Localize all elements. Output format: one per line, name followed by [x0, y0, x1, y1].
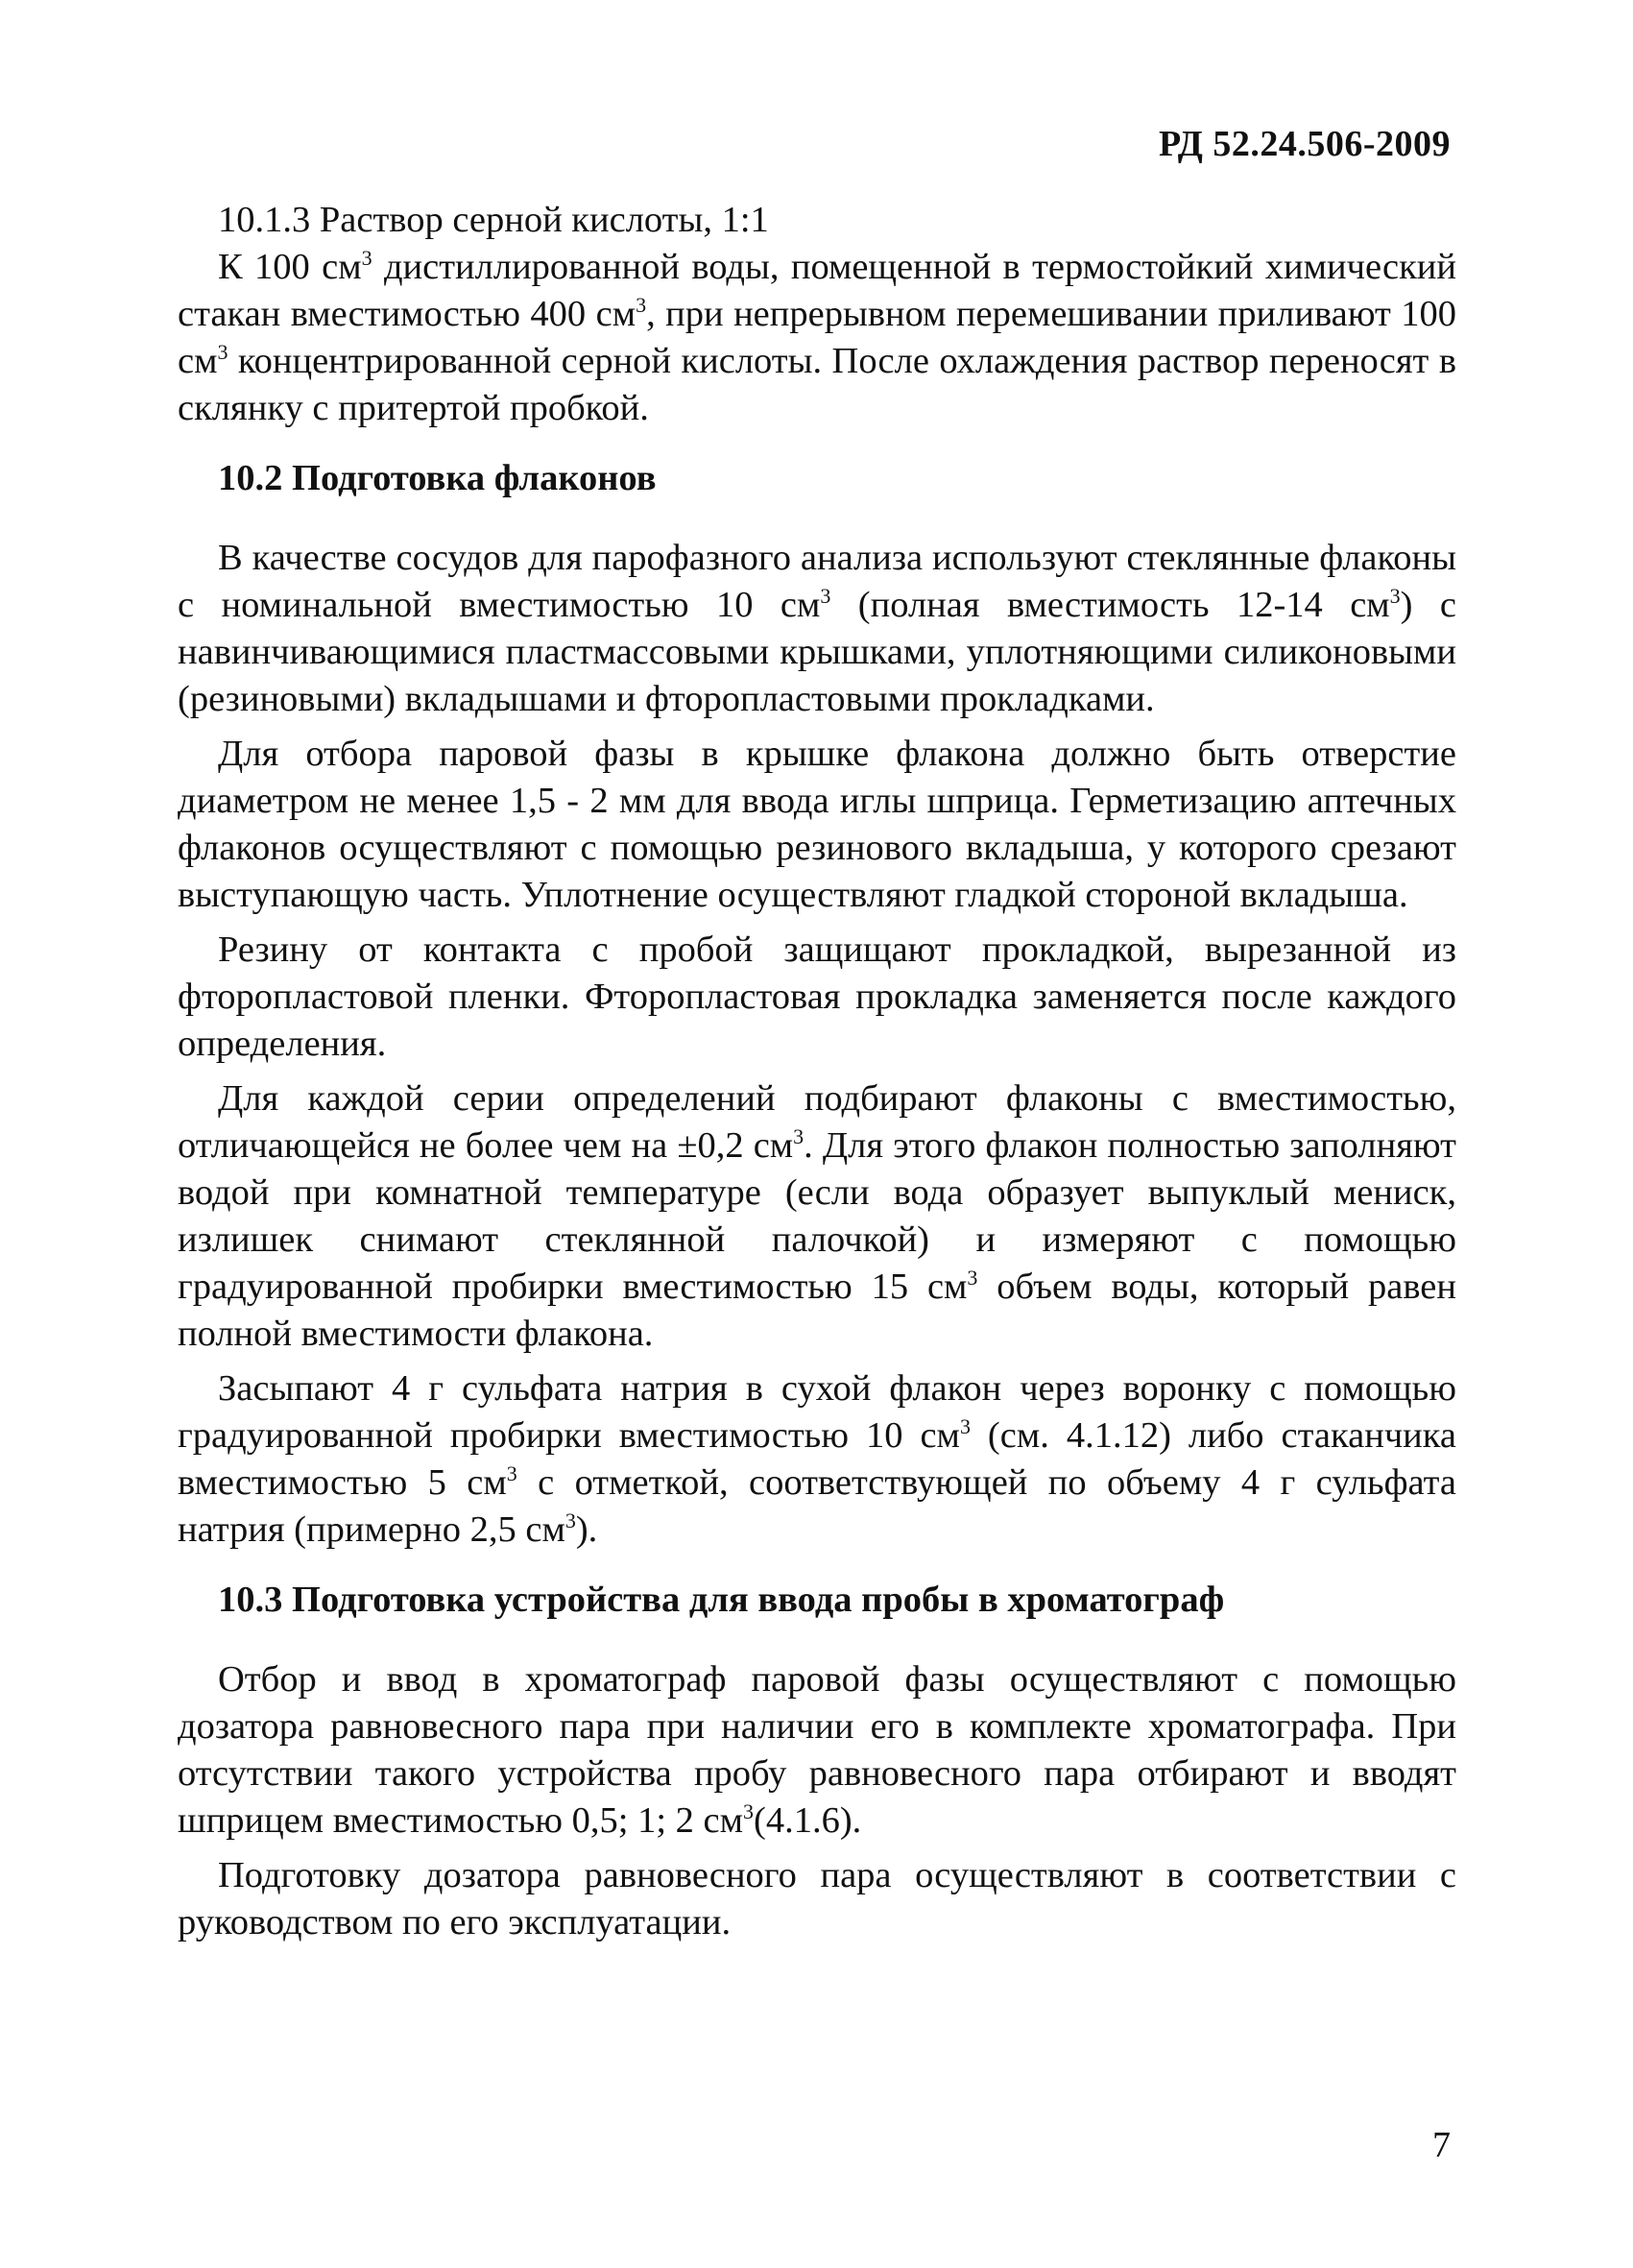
paragraph-vial-cap-hole: Для отбора паровой фазы в крышке флакона должно быть отверстие диаметром не менее 1,5 - 2 мм для ввода иглы шприца. Герметизацию аптечных флаконов осуществляют с помощью резинового вкладыша, у которого срезают выступающую часть. Уплотнение осуществляют гладкой стороной вкладыша. — [178, 734, 1456, 915]
paragraph-rubber-protection: Резину от контакта с пробой защищают прокладкой, вырезанной из фторопластовой пленки. Фторопластовая прокладка заменяется после каждого определения. — [178, 929, 1456, 1064]
page-content — [178, 197, 1456, 1946]
page-number: 7 — [1432, 2125, 1451, 2165]
subsection-title-10-1-3: 10.1.3 Раствор серной кислоты, 1:1 — [218, 200, 769, 240]
paragraph-vial-selection: Для каждой серии определений подбирают флаконы с вместимостью, отличающейся не более чем на ±0,2 $см^3$. Для этого флакон полностью заполняют водой при комнатной температуре (если вода образует выпуклый мениск, излишек снимают стеклянной палочкой) и измеряют с помощью градуированной пробирки вместимостью 15 $см^3$ объем воды, который равен полной вместимости флакона. — [178, 1078, 1456, 1354]
paragraph-sulfuric-acid-preparation: К 100 $см^3$ дистиллированной воды, помещенной в термостойкий химический стакан вместимостью 400 $см^3$, при непрерывном перемешивании приливают 100 $см^3$ концентрированной серной кислоты. После охлаждения раствор переносят в склянку с притертой пробкой. — [178, 246, 1456, 428]
paragraph-vials-description: В качестве сосудов для парофазного анализа используют стеклянные флаконы с номинальной вместимостью 10 $см^3$ (полная вместимость 12-14 $см^3$) с навинчивающимися пластмассовыми крышками, уплотняющими силиконовыми (резиновыми) вкладышами и фторопластовыми прокладками. — [178, 538, 1456, 719]
document-code: РД 52.24.506-2009 — [1159, 124, 1451, 164]
paragraph-sodium-sulfate: Засыпают 4 г сульфата натрия в сухой флакон через воронку с помощью градуированной пробирки вместимостью 10 $см^3$ (см. 4.1.12) либо стаканчика вместимостью 5 $см^3$ с отметкой, соответствующей по объему 4 г сульфата натрия (примерно 2,5 $см^3$). — [178, 1368, 1456, 1550]
section-heading-10-2: 10.2 Подготовка флаконов — [218, 458, 657, 498]
section-heading-10-3: 10.3 Подготовка устройства для ввода пробы в хроматограф — [218, 1580, 1225, 1620]
paragraph-vapor-sampling: Отбор и ввод в хроматограф паровой фазы осуществляют с помощью дозатора равновесного пара при наличии его в комплекте хроматографа. При отсутствии такого устройства пробу равновесного пара отбирают и вводят шприцем вместимостью 0,5; 1; 2 $см^3(4.1.6)$. — [178, 1659, 1456, 1841]
paragraph-dosing-device: Подготовку дозатора равновесного пара осуществляют в соответствии с руководством по его эксплуатации. — [178, 1855, 1456, 1942]
